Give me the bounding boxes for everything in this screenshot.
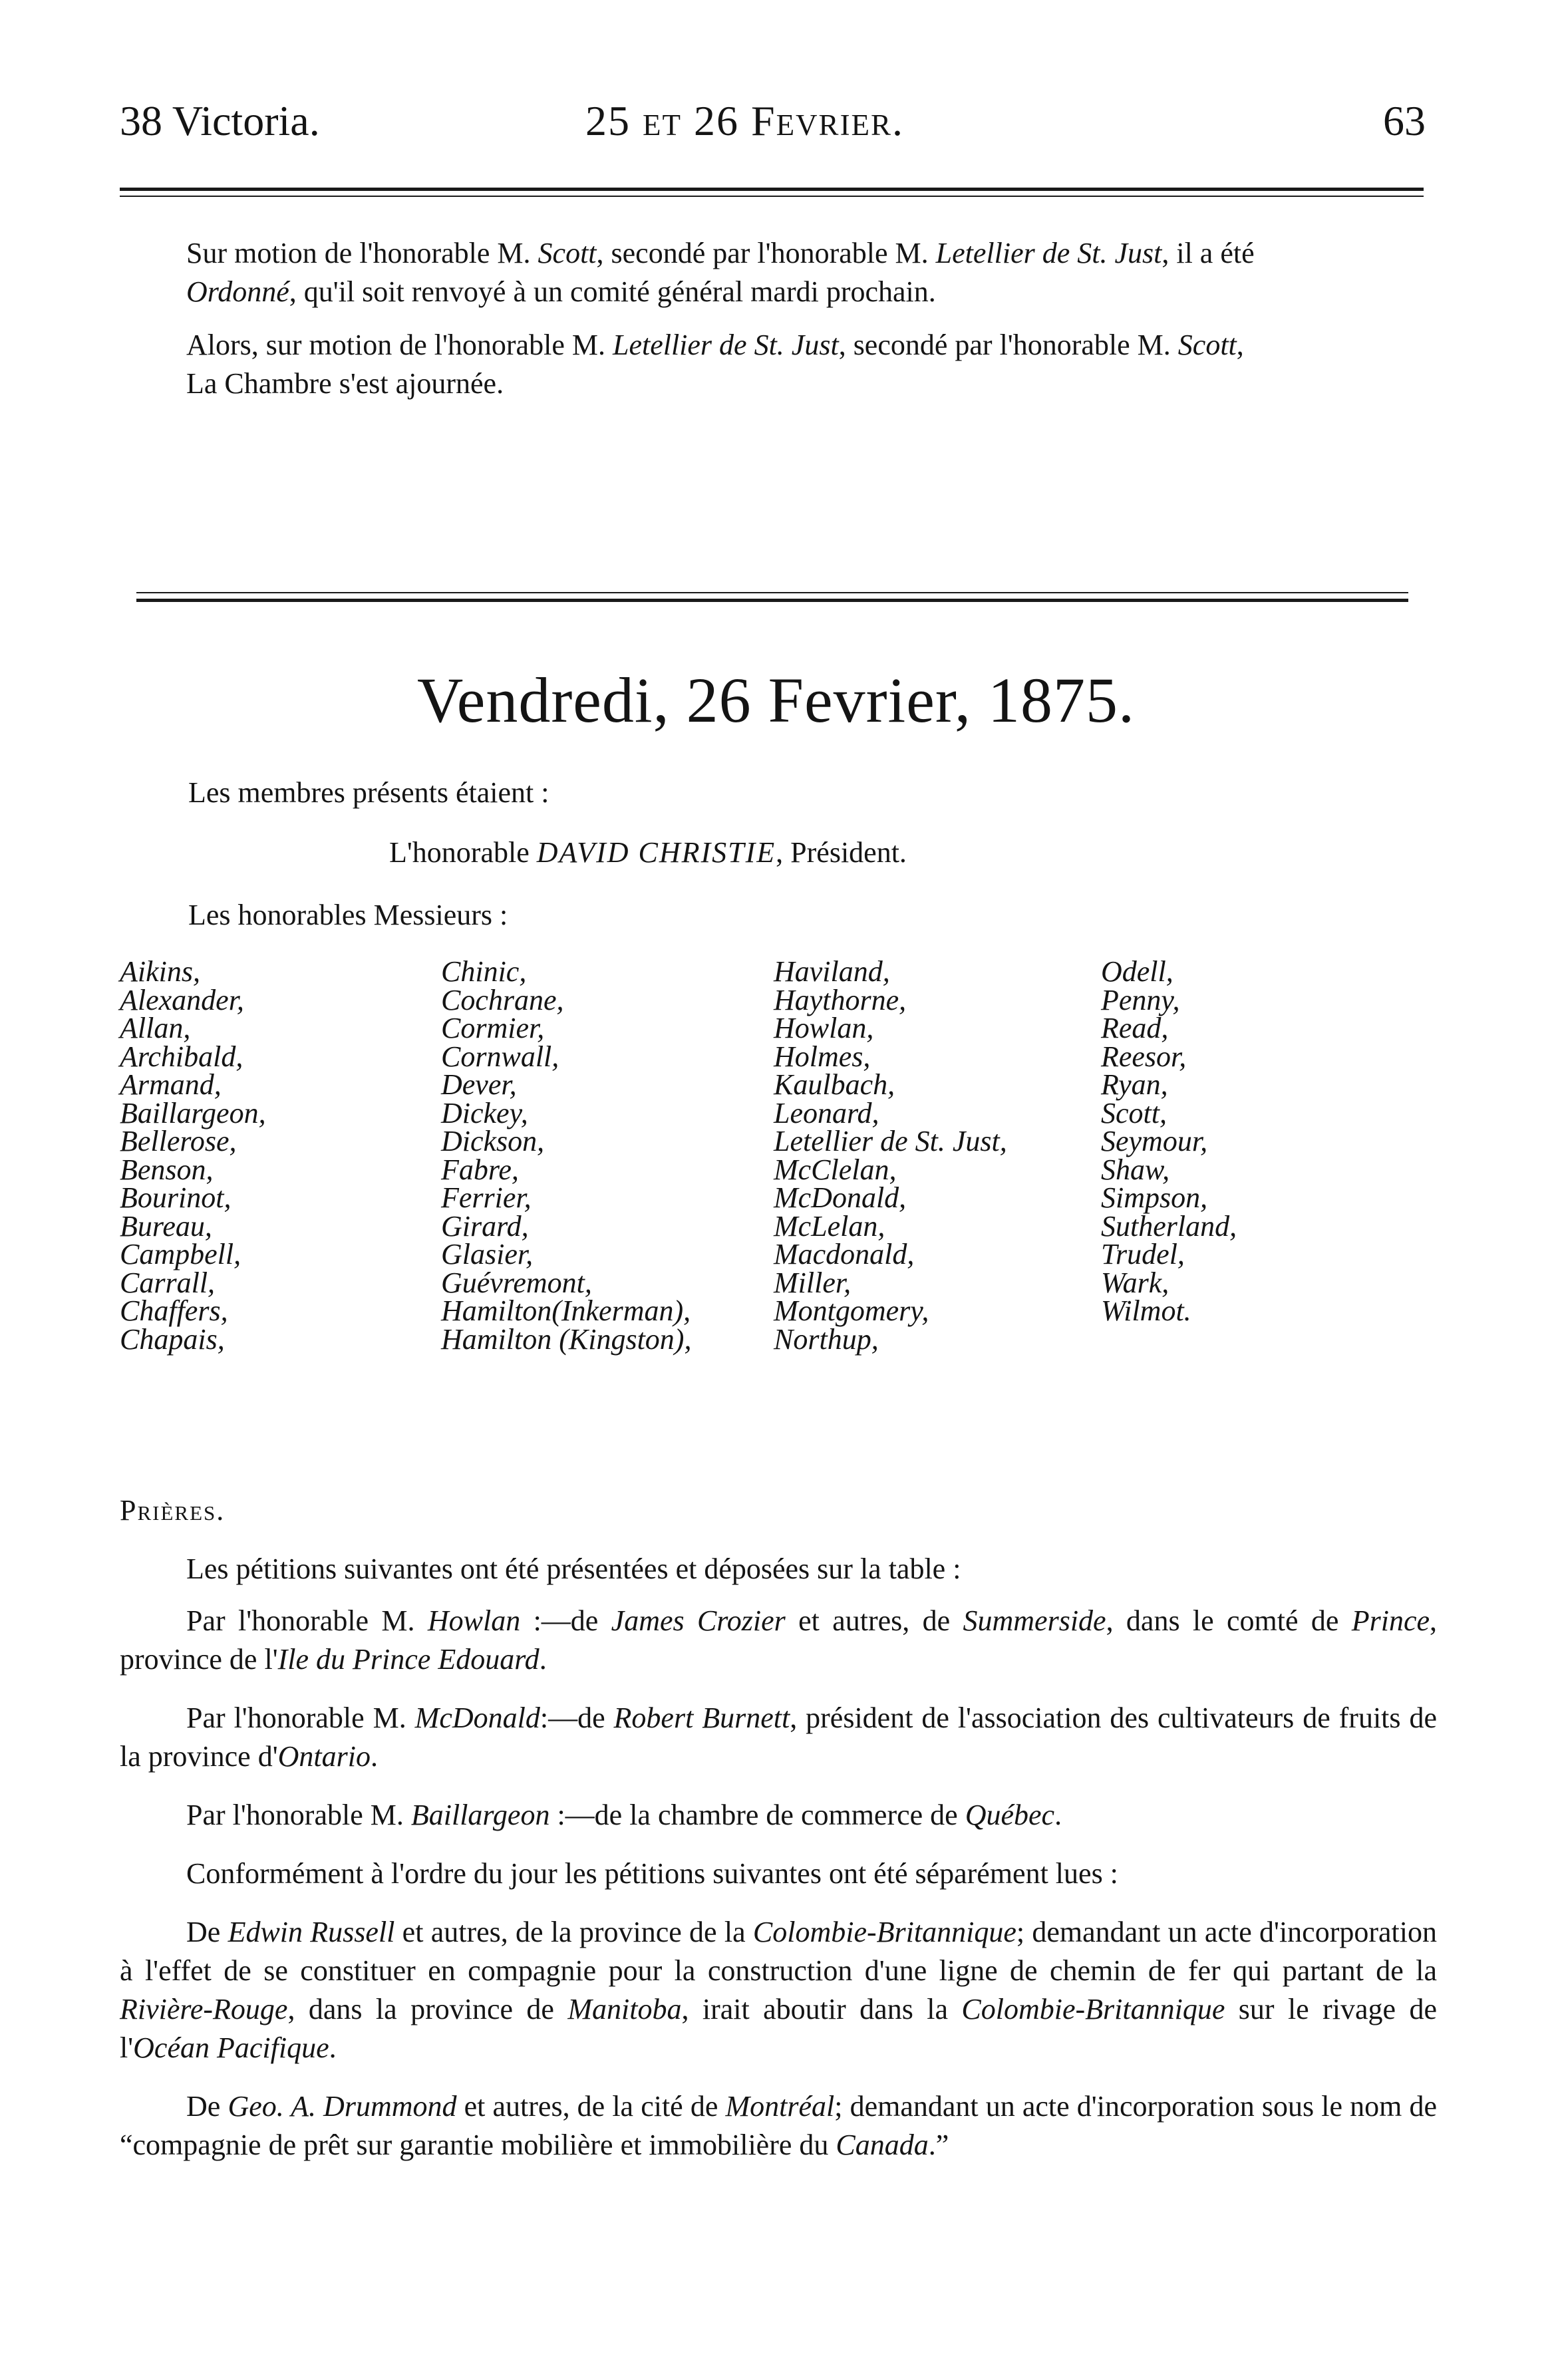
member-name: Odell,: [1101, 955, 1173, 988]
honorables-line: Les honorables Messieurs :: [188, 899, 508, 931]
member-name: Allan,: [120, 1012, 191, 1044]
member-name: Letellier de St. Just,: [774, 1125, 1007, 1157]
member-name: Ryan,: [1101, 1068, 1168, 1101]
day-title: Vendredi, 26 Fevrier, 1875.: [417, 665, 1135, 736]
motion-paragraph: Sur motion de l'honorable M. Scott, secondé par l'honorable M. Letellier de St. Just, il a été Ordonné, qu'il soit renvoyé à un comité général mardi prochain. Alors, sur motion de l'honorable M. Letellier de St. Just, secondé par l'honorable M. Scott, La Chambre s'est ajournée.: [120, 234, 1437, 403]
member-name: Cornwall,: [441, 1040, 559, 1073]
member-name: Sutherland,: [1101, 1209, 1237, 1243]
member-name: Read,: [1101, 1012, 1169, 1044]
member-name: Macdonald,: [774, 1238, 915, 1270]
reading-drummond: De Geo. A. Drummond et autres, de la cité de Montréal; demandant un acte d'incorporation sous le nom de “compagnie de prêt sur garantie mobilière et immobilière du Canada.”: [120, 2090, 1437, 2161]
adjournment-line: La Chambre s'est ajournée.: [186, 367, 504, 400]
president-line: L'honorable DAVID CHRISTIE, Président.: [389, 836, 907, 869]
member-name: Dever,: [441, 1068, 517, 1101]
member-name: Chinic,: [441, 955, 527, 988]
member-name: Armand,: [120, 1068, 222, 1101]
member-name: Kaulbach,: [774, 1068, 895, 1101]
members-column-3: [774, 955, 1007, 1356]
reading-russell: De Edwin Russell et autres, de la province de la Colombie-Britannique; demandant un acte d'incorporation à l'effet de se constituer en compagnie pour la construction d'une ligne de chemin de fer qui partant de la Rivière-Rouge, dans la province de Manitoba, irait aboutir dans la Colombie-Britannique sur le rivage de l'Océan Pacifique.: [120, 1916, 1437, 2064]
member-name: Aikins,: [120, 955, 200, 988]
member-name: Trudel,: [1101, 1238, 1185, 1270]
member-name: Girard,: [441, 1209, 529, 1243]
member-name: Seymour,: [1101, 1125, 1208, 1157]
member-name: McClelan,: [774, 1153, 897, 1186]
member-name: McLelan,: [774, 1209, 885, 1243]
running-head-date: 25 et 26 Fevrier.: [585, 97, 905, 144]
petition-baillargeon: Par l'honorable M. Baillargeon :—de la chambre de commerce de Québec.: [186, 1799, 1062, 1831]
member-name: Bellerose,: [120, 1125, 237, 1157]
running-head-left: 38 Victoria.: [120, 97, 320, 144]
members-column-4: [1101, 955, 1237, 1327]
petition-howlan: Par l'honorable M. Howlan :—de James Crozier et autres, de Summerside, dans le comté de Prince, province de l'Ile du Prince Edouard.: [120, 1604, 1438, 1676]
member-name: Haythorne,: [774, 983, 907, 1016]
member-name: Cochrane,: [441, 983, 564, 1016]
member-name: Hamilton(Inkerman),: [441, 1294, 691, 1327]
petitions-intro: Les pétitions suivantes ont été présentées et déposées sur la table :: [186, 1553, 961, 1585]
member-name: Chaffers,: [120, 1294, 228, 1327]
member-name: Haviland,: [774, 955, 890, 988]
member-name: McDonald,: [774, 1181, 907, 1214]
member-name: Glasier,: [441, 1238, 534, 1270]
petitions-presented: [120, 1550, 1437, 2164]
header-rule: [120, 188, 1424, 197]
member-name: Simpson,: [1101, 1181, 1208, 1214]
member-name: Reesor,: [1101, 1040, 1187, 1073]
member-name: Alexander,: [120, 983, 244, 1016]
member-name: Holmes,: [774, 1040, 871, 1073]
section-rule: [136, 592, 1408, 602]
member-name: Penny,: [1101, 983, 1180, 1016]
member-name: Montgomery,: [774, 1294, 929, 1327]
member-name: Baillargeon,: [120, 1096, 266, 1129]
member-name: Leonard,: [774, 1096, 879, 1129]
member-name: Ferrier,: [441, 1181, 532, 1214]
member-name: Campbell,: [120, 1238, 241, 1270]
page-number: 63: [1383, 97, 1426, 144]
member-name: Carrall,: [120, 1266, 216, 1299]
member-name: Archibald,: [120, 1040, 243, 1073]
member-name: Bureau,: [120, 1209, 212, 1243]
member-name: Hamilton (Kingston),: [441, 1322, 692, 1356]
members-present-line: Les membres présents étaient :: [188, 776, 549, 809]
member-name: Benson,: [120, 1153, 214, 1186]
member-name: Dickey,: [441, 1096, 528, 1129]
member-name: Fabre,: [441, 1153, 519, 1186]
member-name: Miller,: [774, 1266, 852, 1299]
member-name: Bourinot,: [120, 1181, 232, 1214]
member-name: Wark,: [1101, 1266, 1169, 1299]
member-name: Shaw,: [1101, 1153, 1170, 1186]
members-column-2: [441, 955, 692, 1356]
member-name: Dickson,: [441, 1125, 545, 1157]
member-name: Howlan,: [774, 1012, 874, 1044]
prayers-heading: Prières.: [120, 1494, 226, 1527]
members-column-1: [120, 955, 266, 1356]
member-name: Wilmot.: [1101, 1294, 1191, 1327]
member-name: Chapais,: [120, 1322, 225, 1356]
member-name: Guévremont,: [441, 1266, 592, 1299]
member-name: Scott,: [1101, 1096, 1167, 1129]
member-name: Cormier,: [441, 1012, 545, 1044]
member-name: Northup,: [774, 1322, 879, 1356]
readings-intro: Conformément à l'ordre du jour les pétitions suivantes ont été séparément lues :: [186, 1857, 1118, 1890]
petition-mcdonald: Par l'honorable M. McDonald:—de Robert Burnett, président de l'association des cultivateurs de fruits de la province d'Ontario.: [120, 1702, 1437, 1773]
